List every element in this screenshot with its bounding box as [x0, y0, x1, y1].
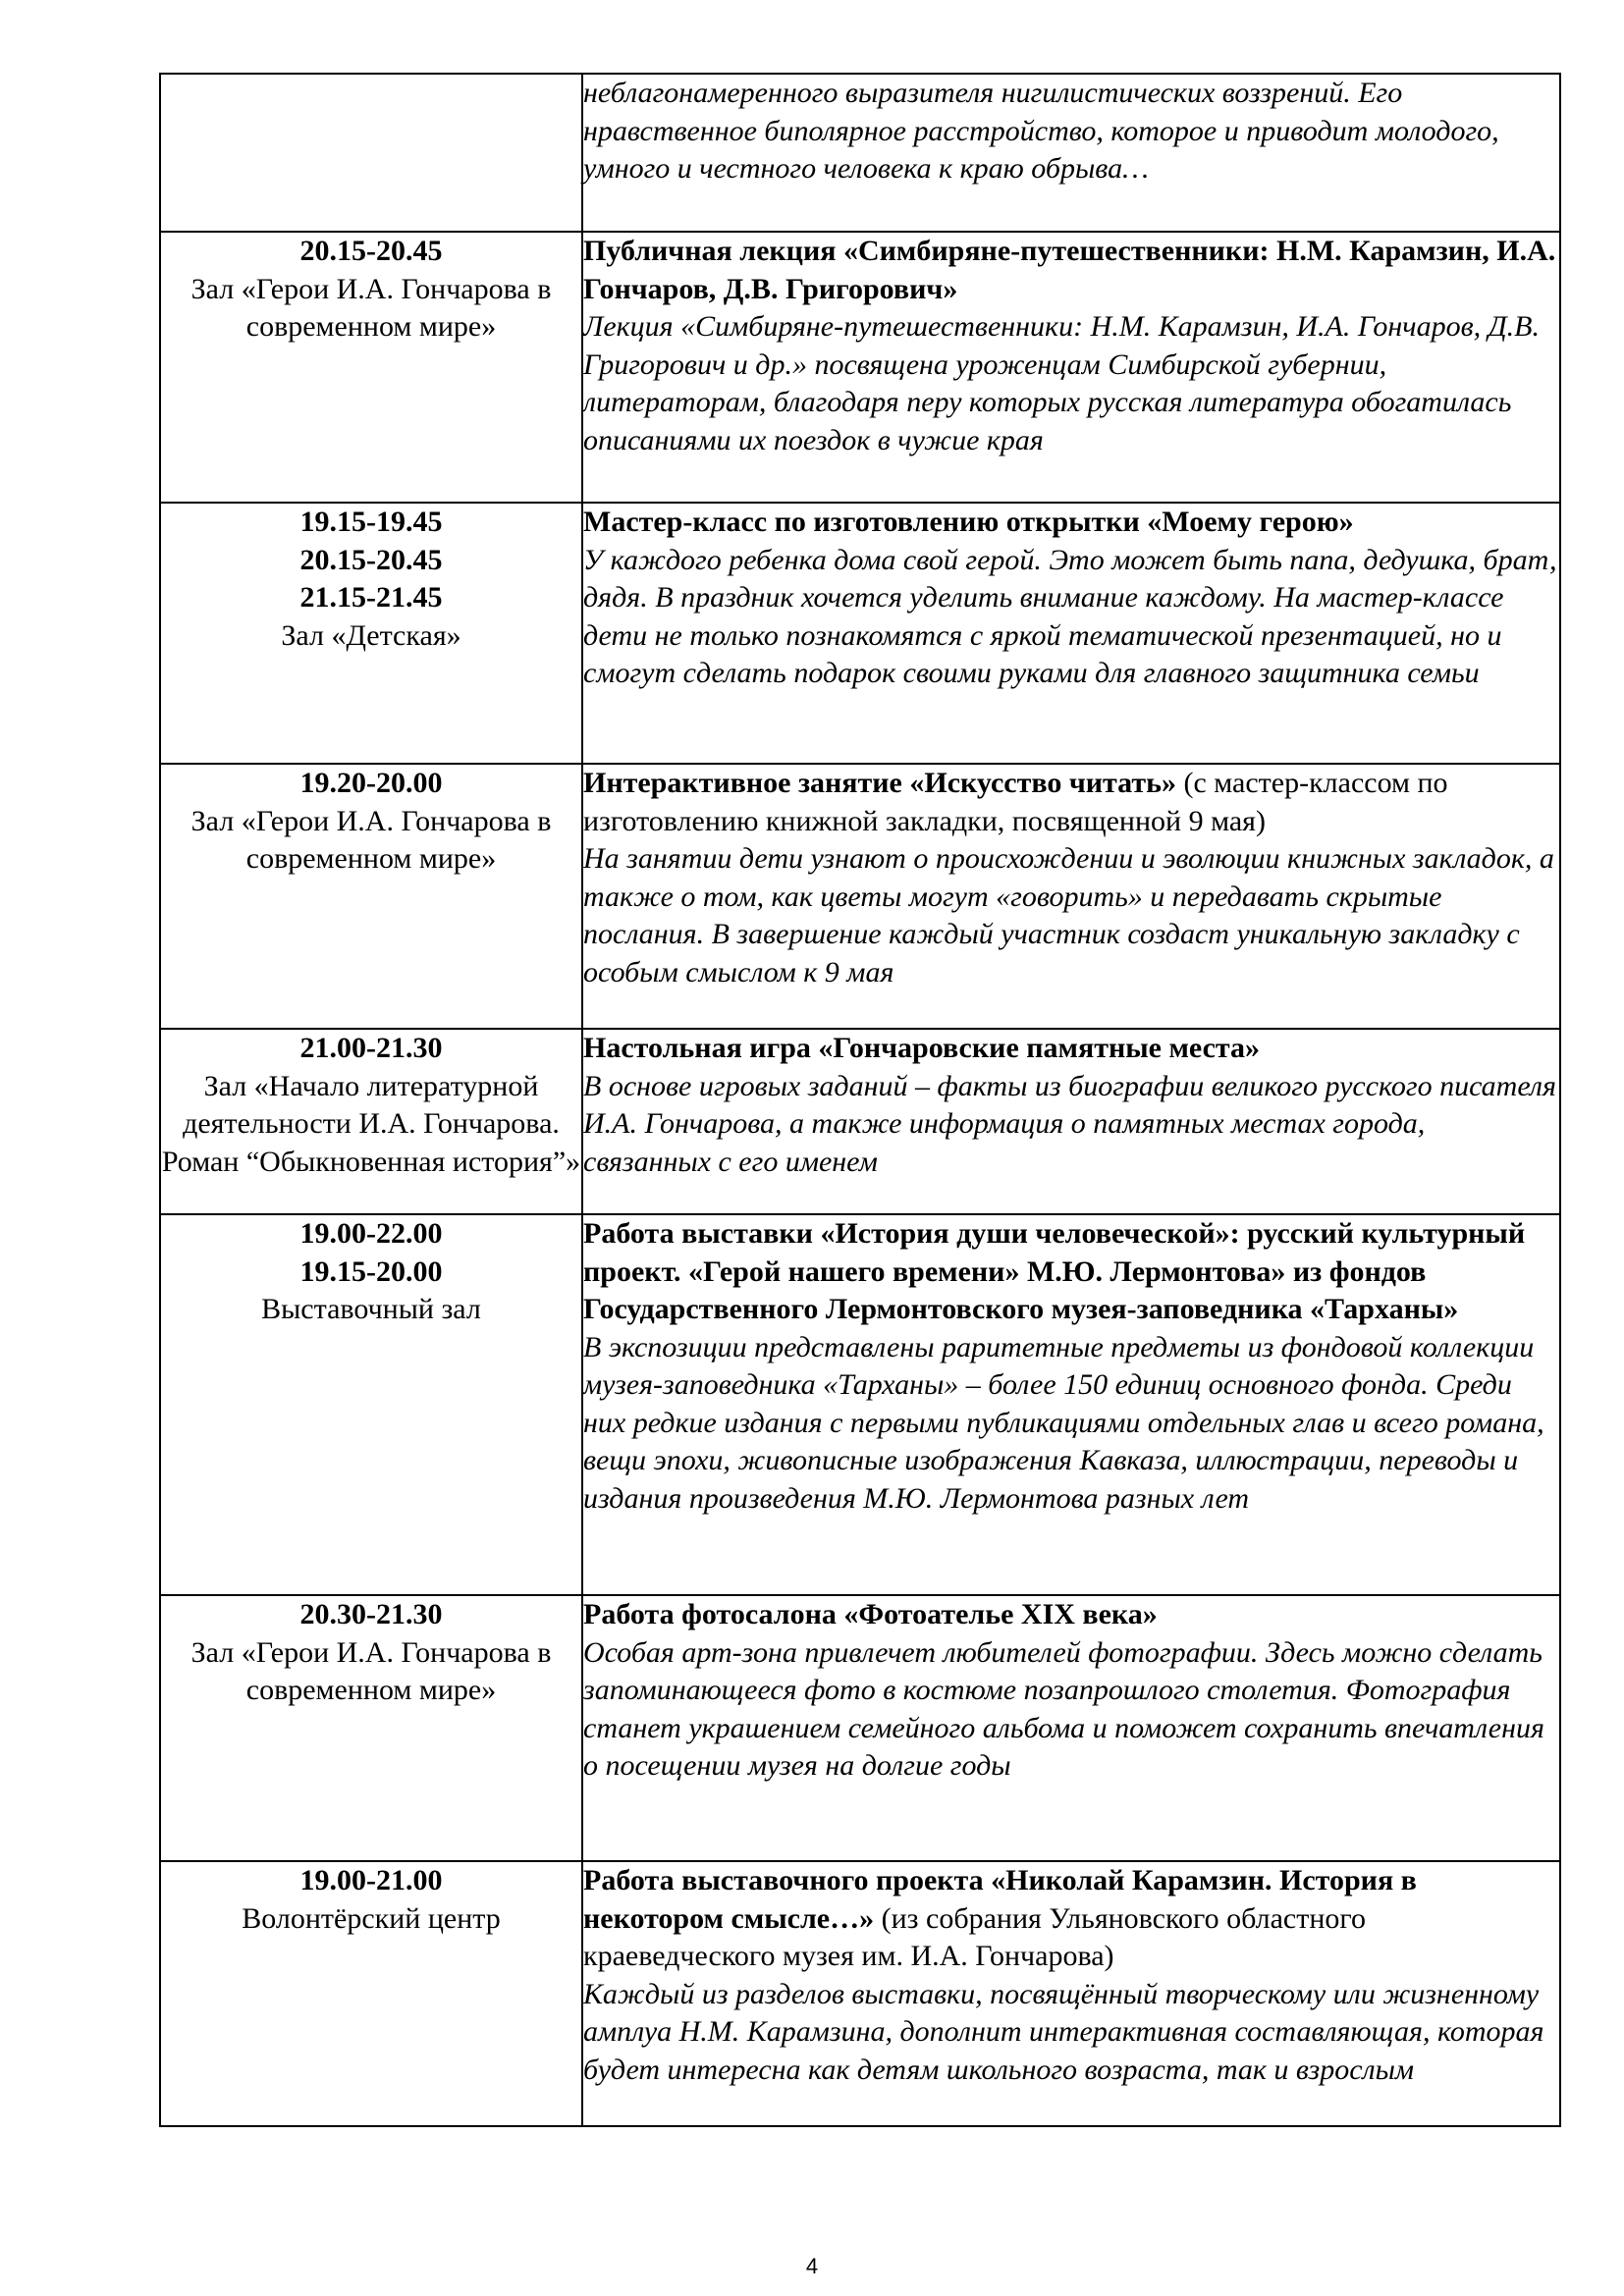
time-venue-cell	[160, 1861, 582, 2126]
time-venue-cell	[160, 764, 582, 1029]
time-venue-cell	[160, 1029, 582, 1214]
time-venue-cell	[160, 1214, 582, 1595]
event-venue: Зал «Герои И.А. Гончарова в современном мире»	[190, 272, 552, 343]
time-venue-cell	[160, 232, 582, 503]
event-cell	[582, 503, 1560, 764]
event-title: Работа фотосалона «Фотоателье XIX века»	[583, 1598, 1158, 1630]
table-row	[160, 764, 1560, 1029]
event-time: 20.15-20.45	[299, 235, 443, 267]
event-cell	[582, 232, 1560, 503]
event-title: Настольная игра «Гончаровские памятные места»	[583, 1032, 1261, 1064]
event-note: (с мастер-классом по изготовлению книжной закладки, посвященной 9 мая)	[583, 767, 1448, 837]
event-description: В основе игровых заданий – факты из биографии великого русского писателя И.А. Гончарова, а также информация о памятных местах города, связанных с его именем	[583, 1069, 1556, 1178]
event-cell	[582, 1595, 1560, 1861]
table-row	[160, 1861, 1560, 2126]
table-row	[160, 503, 1560, 764]
page-number: 4	[805, 2254, 819, 2278]
event-description: У каждого ребенка дома свой герой. Это может быть папа, дедушка, брат, дядя. В праздник хочется уделить внимание каждому. На мастер-классе дети не только познакомятся с яркой тематической презентацией, но и смогут сделать подарок своими руками для главного защитника семьи	[583, 543, 1557, 689]
event-title: Работа выставки «История души человеческой»: русский культурный проект. «Герой нашего времени» М.Ю. Лермонтова» из фондов Государственного Лермонтовского музея-заповедника «Тарханы»	[583, 1217, 1526, 1325]
time-venue-cell	[160, 1595, 582, 1861]
event-venue: Зал «Начало литературной деятельности И.А. Гончарова. Роман “Обыкновенная история”»	[161, 1069, 581, 1178]
schedule-body	[160, 74, 1560, 2126]
event-time: 21.15-21.45	[299, 581, 443, 614]
event-description: Лекция «Симбиряне-путешественники: Н.М. Карамзин, И.А. Гончаров, Д.В. Григорович и др.» посвящена уроженцам Симбирской губернии, литераторам, благодаря перу которых русская литература обогатилась описаниями их поездок в чужие края	[583, 310, 1541, 456]
event-time: 19.00-22.00	[299, 1217, 443, 1250]
event-time: 20.30-21.30	[299, 1598, 443, 1630]
event-description: Особая арт-зона привлечет любителей фотографии. Здесь можно сделать запоминающееся фото в костюме позапрошлого столетия. Фотография станет украшением семейного альбома и поможет сохранить впечатления о посещении музея на долгие годы	[583, 1635, 1544, 1782]
event-time: 19.00-21.00	[299, 1864, 443, 1896]
event-venue: Зал «Детская»	[281, 618, 461, 652]
table-row	[160, 232, 1560, 503]
event-time: 19.15-19.45	[299, 506, 443, 538]
event-venue: Зал «Герои И.А. Гончарова в современном мире»	[190, 1635, 552, 1706]
event-time: 19.15-20.00	[299, 1255, 443, 1288]
table-row	[160, 1595, 1560, 1861]
event-cell	[582, 1214, 1560, 1595]
table-row	[160, 74, 1560, 232]
event-cell	[582, 764, 1560, 1029]
event-description: В экспозиции представлены раритетные предметы из фондовой коллекции музея-заповедника «Тарханы» – более 150 единиц основного фонда. Среди них редкие издания с первыми публикациями отдельных глав и всего романа, вещи эпохи, живописные изображения Кавказа, иллюстрации, переводы и издания произведения М.Ю. Лермонтова разных лет	[583, 1330, 1544, 1515]
event-description: Каждый из разделов выставки, посвящённый творческому или жизненному амплуа Н.М. Карамзина, дополнит интерактивная составляющая, которая будет интересна как детям школьного возраста, так и взрослым	[583, 1977, 1544, 2086]
event-title: Мастер-класс по изготовлению открытки «Моему герою»	[583, 506, 1354, 538]
event-cell	[582, 1861, 1560, 2126]
event-description: неблагонамеренного выразителя нигилистических воззрений. Его нравственное биполярное расстройство, которое и приводит молодого, умного и честного человека к краю обрыва…	[583, 77, 1499, 185]
event-time: 21.00-21.30	[299, 1032, 443, 1064]
event-cell	[582, 74, 1560, 232]
event-title: Публичная лекция «Симбиряне-путешественники: Н.М. Карамзин, И.А. Гончаров, Д.В. Григорович»	[583, 235, 1556, 305]
event-title: Интерактивное занятие «Искусство читать»	[583, 767, 1176, 799]
event-description: На занятии дети узнают о происхождении и эволюции книжных закладок, а также о том, как цветы могут «говорить» и передавать скрытые послания. В завершение каждый участник создаст уникальную закладку с особым смыслом к 9 мая	[583, 842, 1554, 988]
event-venue: Волонтёрский центр	[242, 1901, 501, 1935]
schedule-table	[159, 73, 1561, 2127]
event-time: 20.15-20.45	[299, 543, 443, 576]
event-venue: Выставочный зал	[261, 1293, 481, 1325]
table-row	[160, 1214, 1560, 1595]
time-venue-cell	[160, 74, 582, 232]
event-cell	[582, 1029, 1560, 1214]
event-note: (из собрания Ульяновского областного краеведческого музея им. И.А. Гончарова)	[583, 1901, 1366, 1972]
table-row	[160, 1029, 1560, 1214]
event-time: 19.20-20.00	[299, 767, 443, 799]
event-title: Работа выставочного проекта «Николай Карамзин. История в некотором смысле…»	[583, 1864, 1417, 1935]
time-venue-cell	[160, 503, 582, 764]
event-venue: Зал «Герои И.А. Гончарова в современном мире»	[190, 804, 552, 875]
